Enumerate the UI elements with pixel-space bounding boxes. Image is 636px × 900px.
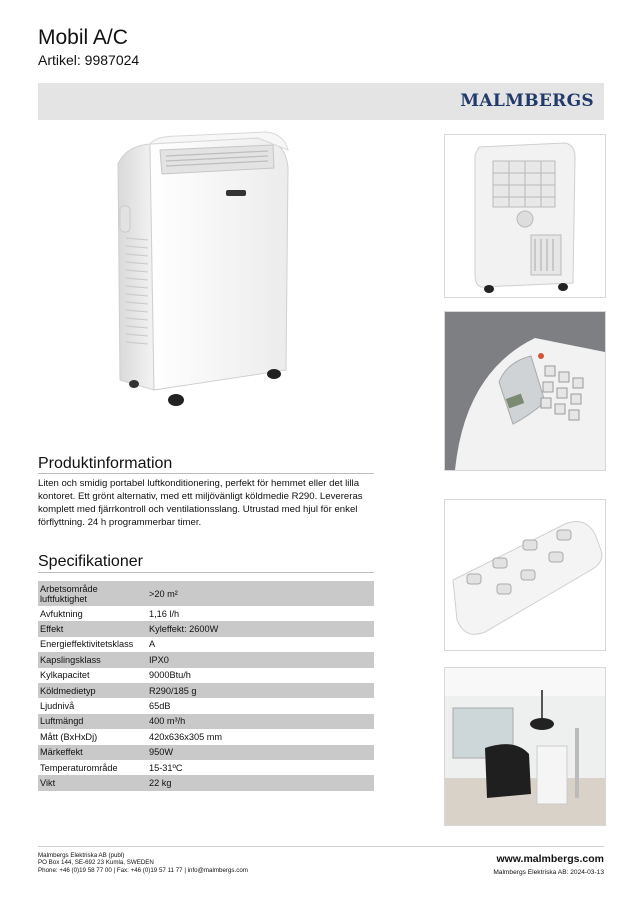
- spec-value: 1,16 l/h: [149, 608, 180, 619]
- product-info-text: Liten och smidig portabel luftkonditionering, perfekt för hemmet eller det lilla kontoret. Ett grönt alternativ, med ett miljövänligt köldmedie R290. Levereras komplett med fjärrkontroll och ventilationsslang. Utrustad med hjul för enkel förflyttning. 24 h programmerbar timer.: [38, 478, 363, 528]
- article-number: Artikel: 9987024: [38, 52, 140, 68]
- spec-value: >20 m²: [147, 581, 374, 606]
- table-row: [38, 621, 374, 636]
- table-row: [38, 683, 374, 698]
- table-row: [38, 698, 374, 713]
- spec-label: Luftmängd: [38, 714, 147, 729]
- thumb-room-installation: [444, 667, 606, 826]
- table-row: [38, 760, 374, 775]
- footer-company: Malmbergs Elektriska AB (publ): [38, 852, 125, 859]
- spec-value: 65dB: [149, 701, 171, 712]
- spec-value: IPX0: [147, 652, 374, 667]
- spec-label: Vikt: [38, 775, 147, 790]
- footer-contact: Phone: +46 (0)19 58 77 00 | Fax: +46 (0)19 57 11 77 | info@malmbergs.com: [38, 866, 248, 874]
- product-info-heading: Produktinformation: [38, 455, 173, 472]
- spec-label: Energieffektivitetsklass: [40, 639, 134, 650]
- spec-label: Temperaturområde: [40, 762, 118, 773]
- table-row: [38, 729, 374, 744]
- thumb-back-view: [444, 134, 606, 298]
- spec-label: Köldmedietyp: [38, 683, 147, 698]
- spec-value: Kyleffekt: 2600W: [147, 621, 374, 636]
- spec-value: 400 m³/h: [147, 714, 374, 729]
- spec-value: 15-31ºC: [149, 762, 183, 773]
- footer-date: Malmbergs Elektriska AB: 2024-03-13: [493, 869, 604, 876]
- spec-value: 22 kg: [147, 775, 374, 790]
- spec-label: Märkeffekt: [38, 745, 147, 760]
- table-row: [38, 652, 374, 667]
- spec-label: Avfuktning: [40, 608, 83, 619]
- footer-address: PO Box 144, SE-692 23 Kumla, SWEDEN: [38, 859, 154, 867]
- table-row: [38, 775, 374, 790]
- spec-table: [38, 581, 374, 791]
- spec-value: R290/185 g: [147, 683, 374, 698]
- product-main-image: [38, 128, 418, 428]
- page-title: Mobil A/C: [38, 26, 128, 49]
- spec-label: Ljudnivå: [40, 701, 75, 712]
- table-row: [38, 637, 374, 652]
- spec-label: Kapslingsklass: [38, 652, 147, 667]
- footer-website-link[interactable]: www.malmbergs.com: [496, 853, 604, 865]
- table-row: [38, 668, 374, 683]
- specs-heading: Specifikationer: [38, 553, 143, 570]
- spec-label: Kylkapacitet: [40, 670, 90, 681]
- table-row: [38, 606, 374, 621]
- table-row: [38, 714, 374, 729]
- brand-banner: [38, 83, 604, 120]
- spec-value: A: [149, 639, 156, 650]
- spec-label: Arbetsområde luftfuktighet: [38, 581, 147, 606]
- table-row: [38, 581, 374, 606]
- footer-company-block: [38, 852, 248, 874]
- spec-label: Effekt: [38, 621, 147, 636]
- spec-value: 950W: [147, 745, 374, 760]
- thumb-control-panel: [444, 311, 606, 471]
- brand-logo: MALMBERGS: [460, 91, 594, 111]
- spec-label: Mått (BxHxDj): [40, 731, 98, 742]
- specs-divider: [38, 572, 374, 573]
- product-info-divider: [38, 473, 374, 474]
- footer-divider: [38, 846, 604, 847]
- spec-value: 9000Btu/h: [149, 670, 191, 681]
- thumb-remote-control: [444, 499, 606, 651]
- table-row: [38, 745, 374, 760]
- spec-value: 420x636x305 mm: [149, 731, 223, 742]
